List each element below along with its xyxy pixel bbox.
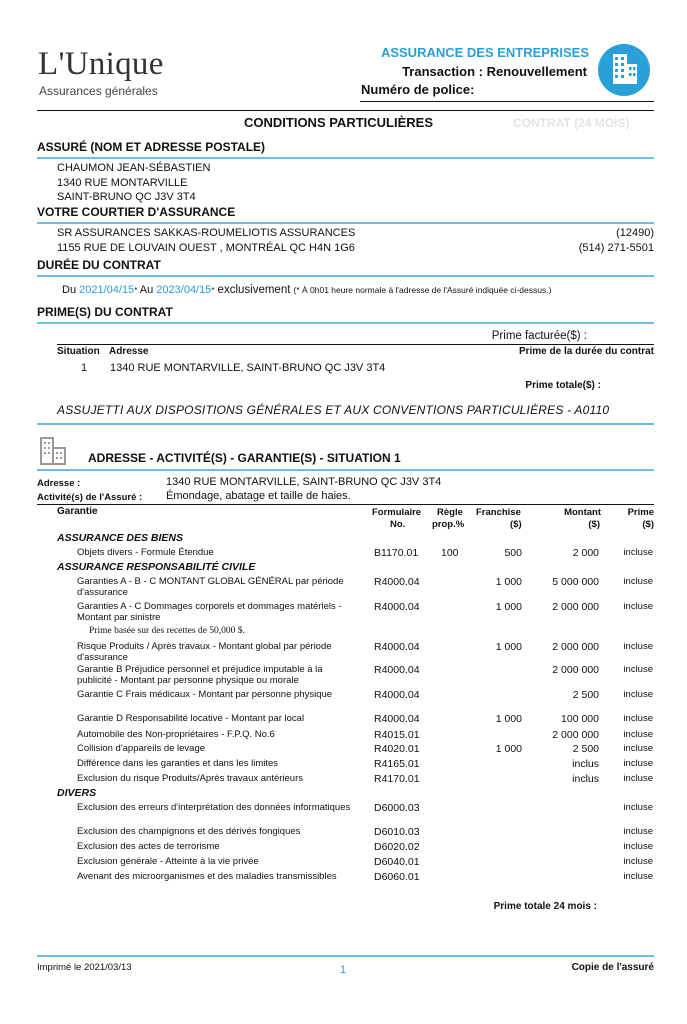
address-label: Adresse : xyxy=(37,478,81,489)
page-title: CONDITIONS PARTICULIÈRES xyxy=(244,115,433,130)
broker-code: (12490) xyxy=(616,227,654,239)
contract-term-watermark: CONTRAT (24 MOIS) xyxy=(513,116,630,130)
coverage-table-rule xyxy=(37,504,654,505)
premium-amount: incluse xyxy=(623,773,653,784)
premium-amount: incluse xyxy=(623,729,653,740)
insured-city: SAINT-BRUNO QC J3V 3T4 xyxy=(57,191,196,203)
coverage-amount: 100 000 xyxy=(561,713,599,725)
form-number: D6040.01 xyxy=(374,856,420,868)
contract-period: Du 2021/04/15* Au 2023/04/15* exclusivement (* À 0h01 heure normale à l'adresse de l'Assuré indiquée ci-dessus.) xyxy=(62,284,552,296)
coverage-amount: 2 000 000 xyxy=(552,664,599,676)
premium-amount: incluse xyxy=(623,689,653,700)
category-property: ASSURANCE DES BIENS xyxy=(57,532,184,544)
table-row xyxy=(0,576,687,598)
col-address: Adresse xyxy=(109,346,149,357)
coverage-amount: 2 000 000 xyxy=(552,641,599,653)
duration-heading: DURÉE DU CONTRAT xyxy=(37,258,161,272)
deductible-amount: 1 000 xyxy=(495,743,522,755)
col-garantie: Garantie xyxy=(57,506,98,517)
form-number: R4000.04 xyxy=(374,641,420,653)
coverage-description: Différence dans les garanties et dans les limites xyxy=(77,758,279,769)
premium-amount: incluse xyxy=(623,871,653,882)
coverage-description: Risque Produits / Après travaux - Montant global par période d'assurance xyxy=(77,641,332,663)
section1-address: 1340 RUE MONTARVILLE, SAINT-BRUNO QC J3V 3T4 xyxy=(166,476,442,488)
premium-amount: incluse xyxy=(623,576,653,587)
coverage-amount: inclus xyxy=(572,773,599,785)
page-number: 1 xyxy=(340,964,347,976)
coverage-description: Collision d'appareils de levage xyxy=(77,743,206,754)
section-rule xyxy=(37,469,654,471)
form-number: R4000.04 xyxy=(374,576,420,588)
section-rule xyxy=(37,322,654,324)
col-franchise: Franchise xyxy=(476,507,521,518)
col-situation: Situation xyxy=(57,346,100,357)
exclusive-label: exclusivement xyxy=(217,284,291,296)
premium-amount: incluse xyxy=(623,802,653,813)
activity-label: Activité(s) de l'Assuré : xyxy=(37,492,143,503)
coverage-amount: 5 000 000 xyxy=(552,576,599,588)
coverage-description: Garantie B Préjudice personnel et préjudice imputable à la publicité - Montant par personne physique ou morale xyxy=(77,664,323,686)
col-formulaire: Formulaire xyxy=(372,507,422,518)
form-number: D6060.01 xyxy=(374,871,420,883)
form-number: R4000.04 xyxy=(374,689,420,701)
coverage-description: Garantie C Frais médicaux - Montant par personne physique xyxy=(77,689,333,700)
situation-address: 1340 RUE MONTARVILLE, SAINT-BRUNO QC J3V 3T4 xyxy=(110,362,386,374)
broker-name: SR ASSURANCES SAKKAS-ROUMELIOTIS ASSURANCES xyxy=(57,227,356,239)
start-date: 2021/04/15 xyxy=(79,284,135,296)
premium-amount: incluse xyxy=(623,841,653,852)
premium-amount: incluse xyxy=(623,758,653,769)
policy-number-label: Numéro de police: xyxy=(361,82,475,97)
col-montant-unit: ($) xyxy=(588,519,600,530)
situation-number: 1 xyxy=(81,362,88,374)
col-regle: Règle xyxy=(437,507,463,518)
coverage-description: Exclusion des champignons et des dérivés fongiques xyxy=(77,826,301,837)
insured-street: 1340 RUE MONTARVILLE xyxy=(57,177,188,189)
premium-amount: incluse xyxy=(623,664,653,675)
header-divider xyxy=(360,101,654,102)
insured-name: CHAUMON JEAN-SÉBASTIEN xyxy=(57,162,211,174)
coverage-amount: 2 000 xyxy=(572,547,599,559)
total-24-months-label: Prime totale 24 mois : xyxy=(493,901,597,912)
coverage-amount: 2 500 xyxy=(572,689,599,701)
premiums-heading: PRIME(S) DU CONTRAT xyxy=(37,305,173,319)
form-number: D6000.03 xyxy=(374,802,420,814)
transaction-label: Transaction : Renouvellement xyxy=(402,64,587,79)
table-row xyxy=(0,641,687,663)
coverage-amount: 2 500 xyxy=(572,743,599,755)
col-montant: Montant xyxy=(564,507,601,518)
form-number: R4020.01 xyxy=(374,743,420,755)
premium-amount: incluse xyxy=(623,547,653,558)
copy-label: Copie de l'assuré xyxy=(571,962,654,973)
to-label: Au xyxy=(139,284,154,296)
coverage-description: Exclusion générale - Atteinte à la vie privée xyxy=(77,856,259,867)
coverage-description: Garanties A - C Dommages corporels et dommages matériels - Montant par sinistre xyxy=(77,601,342,623)
table-row xyxy=(0,856,687,869)
table-row xyxy=(0,729,687,742)
company-logo: L'Unique xyxy=(38,46,164,82)
deductible-amount: 1 000 xyxy=(495,713,522,725)
form-number: R4170.01 xyxy=(374,773,420,785)
table-row xyxy=(0,758,687,771)
table-row xyxy=(0,713,687,726)
coverage-description: Garanties A - B - C MONTANT GLOBAL GÉNÉRAL par période d'assurance xyxy=(77,576,344,598)
total-premium-label: Prime totale($) : xyxy=(525,380,601,391)
section-rule xyxy=(37,275,654,277)
billed-premium-label: Prime facturée($) : xyxy=(491,330,587,342)
from-label: Du xyxy=(62,284,77,296)
col-franchise-unit: ($) xyxy=(510,519,522,530)
building-small-icon xyxy=(37,436,71,466)
table-row xyxy=(0,601,687,623)
form-number: R4000.04 xyxy=(374,713,420,725)
company-tagline: Assurances générales xyxy=(39,84,158,98)
table-row xyxy=(0,826,687,839)
broker-heading: VOTRE COURTIER D'ASSURANCE xyxy=(37,205,236,219)
general-conditions-notice: ASSUJETTI AUX DISPOSITIONS GÉNÉRALES ET AUX CONVENTIONS PARTICULIÈRES - A0110 xyxy=(57,403,610,417)
end-date: 2023/04/15 xyxy=(156,284,212,296)
premium-amount: incluse xyxy=(623,713,653,724)
table-row xyxy=(0,802,687,815)
table-row xyxy=(0,689,687,702)
broker-address: 1155 RUE DE LOUVAIN OUEST , MONTRÉAL QC H4N 1G6 xyxy=(57,242,355,254)
broker-phone: (514) 271-5501 xyxy=(578,242,654,254)
coverage-description: Exclusion des erreurs d'interprétation des données informatiques xyxy=(77,802,351,813)
building-icon xyxy=(598,44,650,96)
title-top-rule xyxy=(37,110,654,111)
form-number: R4000.04 xyxy=(374,601,420,613)
premium-basis-note: Prime basée sur des recettes de 50,000 $. xyxy=(89,626,245,636)
premium-amount: incluse xyxy=(623,743,653,754)
deductible-amount: 500 xyxy=(504,547,522,559)
table-row xyxy=(0,773,687,786)
premium-amount: incluse xyxy=(623,601,653,612)
deductible-amount: 1 000 xyxy=(495,576,522,588)
form-number: R4000.04 xyxy=(374,664,420,676)
deductible-amount: 1 000 xyxy=(495,601,522,613)
coverage-description: Exclusion des actes de terrorisme xyxy=(77,841,220,852)
deductible-amount: 1 000 xyxy=(495,641,522,653)
col-regle-prop: prop.% xyxy=(432,519,465,530)
premium-amount: incluse xyxy=(623,641,653,652)
coinsurance-percent: 100 xyxy=(441,547,459,559)
form-number: D6010.03 xyxy=(374,826,420,838)
coverage-description: Exclusion du risque Produits/Après travaux antérieurs xyxy=(77,773,304,784)
document-type: ASSURANCE DES ENTREPRISES xyxy=(380,45,589,60)
coverage-amount: 2 000 000 xyxy=(552,601,599,613)
table-row xyxy=(0,547,687,560)
section-rule xyxy=(37,157,654,159)
time-note: (* À 0h01 heure normale à l'adresse de l'Assuré indiquée ci-dessus.) xyxy=(293,285,552,295)
coverage-description: Automobile des Non-propriétaires - F.P.Q. No.6 xyxy=(77,729,275,740)
printed-date: Imprimé le 2021/03/13 xyxy=(37,962,132,973)
form-number: B1170.01 xyxy=(374,547,419,559)
form-number: R4015.01 xyxy=(374,729,420,741)
col-formulaire-no: No. xyxy=(390,519,406,530)
premium-amount: incluse xyxy=(623,826,653,837)
section1-title: ADRESSE - ACTIVITÉ(S) - GARANTIE(S) - SITUATION 1 xyxy=(88,451,401,465)
insured-heading: ASSURÉ (NOM ET ADRESSE POSTALE) xyxy=(37,140,266,154)
footer-rule xyxy=(37,955,654,957)
premium-amount: incluse xyxy=(623,856,653,867)
section1-activity: Émondage, abatage et taille de haies. xyxy=(166,490,351,502)
table-row xyxy=(0,841,687,854)
category-miscellaneous: DIVERS xyxy=(57,787,97,799)
table-row xyxy=(0,664,687,686)
table-row xyxy=(0,743,687,756)
coverage-amount: inclus xyxy=(572,758,599,770)
section-rule xyxy=(37,222,654,224)
premium-table-rule xyxy=(57,344,654,345)
col-contract-premium: Prime de la durée du contrat xyxy=(518,346,654,357)
category-liability: ASSURANCE RESPONSABILITÉ CIVILE xyxy=(57,561,256,573)
col-prime-unit: ($) xyxy=(642,519,654,530)
form-number: R4165.01 xyxy=(374,758,420,770)
section-rule xyxy=(37,423,654,425)
form-number: D6020.02 xyxy=(374,841,420,853)
coverage-description: Avenant des microorganismes et des maladies transmissibles xyxy=(77,871,337,882)
col-prime: Prime xyxy=(627,507,654,518)
coverage-amount: 2 000 000 xyxy=(552,729,599,741)
coverage-description: Garantie D Responsabilité locative - Montant par local xyxy=(77,713,305,724)
coverage-description: Objets divers - Formule Étendue xyxy=(77,547,214,558)
table-row xyxy=(0,871,687,884)
